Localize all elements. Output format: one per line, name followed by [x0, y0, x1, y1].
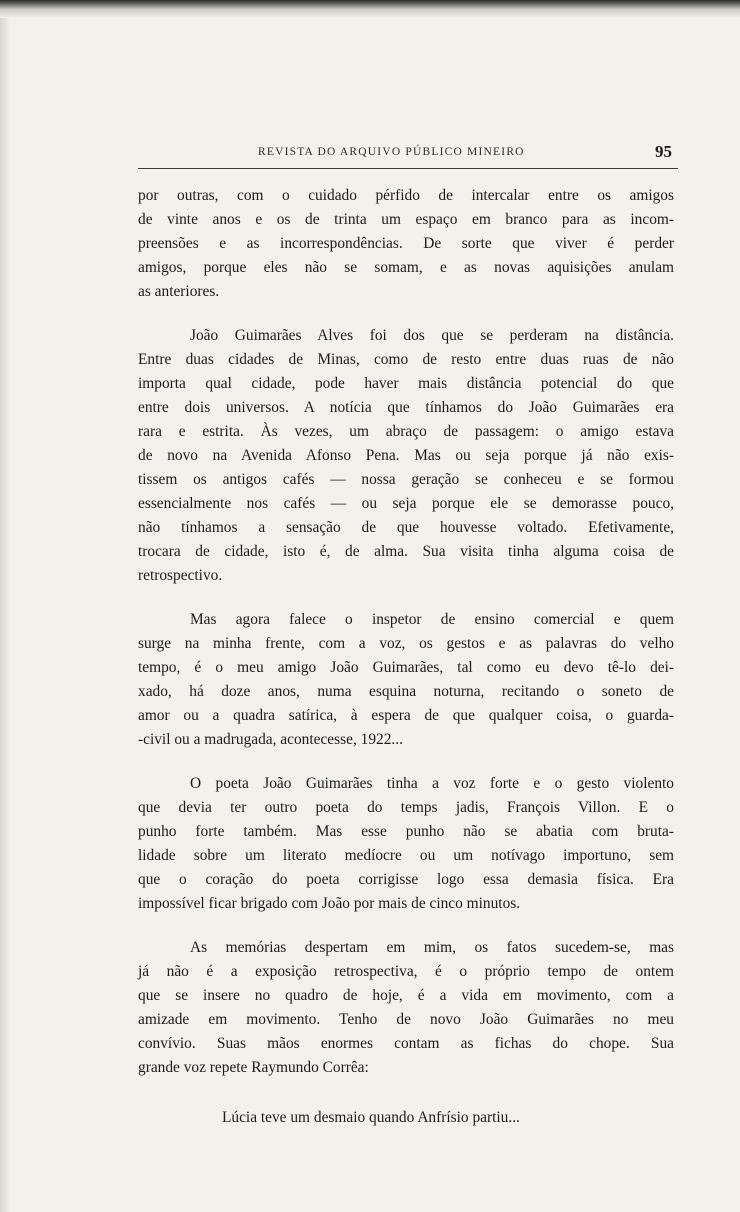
- page-binding-shadow: [0, 18, 10, 1212]
- text-line: punho forte também. Mas esse punho não se abatia com bruta-: [138, 823, 674, 840]
- text-line: entre dois universos. A notícia que tínhamos do João Guimarães era: [138, 399, 674, 416]
- body-text: [138, 184, 674, 1080]
- text-line: As memórias despertam em mim, os fatos sucedem-se, mas: [190, 939, 674, 956]
- text-line: impossível ficar brigado com João por mais de cinco minutos.: [138, 895, 521, 912]
- header-rule: [138, 168, 678, 169]
- paragraph-gap: [138, 752, 674, 772]
- page-number: 95: [655, 142, 672, 161]
- text-line: amigos, porque eles não se somam, e as novas aquisições anulam: [138, 259, 674, 276]
- paragraph: [138, 184, 674, 304]
- text-line: importa qual cidade, pode haver mais distância potencial do que: [138, 375, 674, 392]
- text-line: essencialmente nos cafés — ou seja porque ele se demorasse pouco,: [138, 495, 674, 512]
- text-line: convívio. Suas mãos enormes contam as fichas do chope. Sua: [138, 1035, 674, 1052]
- paragraph: [138, 772, 674, 916]
- text-line: de vinte anos e os de trinta um espaço em branco para as incom-: [138, 211, 674, 228]
- text-line: não tínhamos a sensação de que houvesse voltado. Efetivamente,: [138, 519, 674, 536]
- paragraph-gap: [138, 588, 674, 608]
- text-line: rara e estrita. Às vezes, um abraço de passagem: o amigo estava: [138, 423, 674, 440]
- page-header: [138, 140, 678, 172]
- text-line: xado, há doze anos, numa esquina noturna, recitando o soneto de: [138, 683, 674, 700]
- text-line: Entre duas cidades de Minas, como de resto entre duas ruas de não: [138, 351, 674, 368]
- text-line: grande voz repete Raymundo Corrêa:: [138, 1059, 369, 1076]
- text-line: trocara de cidade, isto é, de alma. Sua visita tinha alguma coisa de: [138, 543, 674, 560]
- running-head: REVISTA DO ARQUIVO PÚBLICO MINEIRO: [258, 146, 525, 158]
- text-line: -civil ou a madrugada, acontecesse, 1922...: [138, 731, 403, 748]
- text-line: amor ou a quadra satírica, à espera de que qualquer coisa, o guarda-: [138, 707, 674, 724]
- text-line: as anteriores.: [138, 283, 220, 300]
- text-line: preensões e as incorrespondências. De sorte que viver é perder: [138, 235, 674, 252]
- text-line: tempo, é o meu amigo João Guimarães, tal como eu devo tê-lo dei-: [138, 659, 674, 676]
- text-line: de novo na Avenida Afonso Pena. Mas ou seja porque já não exis-: [138, 447, 674, 464]
- text-line: que devia ter outro poeta do temps jadis, François Villon. E o: [138, 799, 674, 816]
- text-line: retrospectivo.: [138, 567, 223, 584]
- text-line: lidade sobre um literato medíocre ou um notívago importuno, sem: [138, 847, 674, 864]
- text-line: por outras, com o cuidado pérfido de intercalar entre os amigos: [138, 187, 674, 204]
- text-line: amizade em movimento. Tenho de novo João Guimarães no meu: [138, 1011, 674, 1028]
- paragraph: [138, 324, 674, 588]
- text-line: que se insere no quadro de hoje, é a vida em movimento, com a: [138, 987, 674, 1004]
- text-line: já não é a exposição retrospectiva, é o próprio tempo de ontem: [138, 963, 674, 980]
- text-line: tissem os antigos cafés — nossa geração se conheceu e se formou: [138, 471, 674, 488]
- text-line: João Guimarães Alves foi dos que se perderam na distância.: [190, 327, 674, 344]
- text-line: que o coração do poeta corrigisse logo essa demasia física. Era: [138, 871, 674, 888]
- page-top-edge: [0, 0, 740, 18]
- paragraph-gap: [138, 304, 674, 324]
- text-line: Mas agora falece o inspetor de ensino comercial e quem: [190, 611, 674, 628]
- text-line: O poeta João Guimarães tinha a voz forte e o gesto violento: [190, 775, 674, 792]
- paragraph: [138, 936, 674, 1080]
- paragraph-gap: [138, 916, 674, 936]
- paragraph: [138, 608, 674, 752]
- verse-quote: Lúcia teve um desmaio quando Anfrísio partiu...: [222, 1109, 520, 1126]
- text-line: surge na minha frente, com a voz, os gestos e as palavras do velho: [138, 635, 674, 652]
